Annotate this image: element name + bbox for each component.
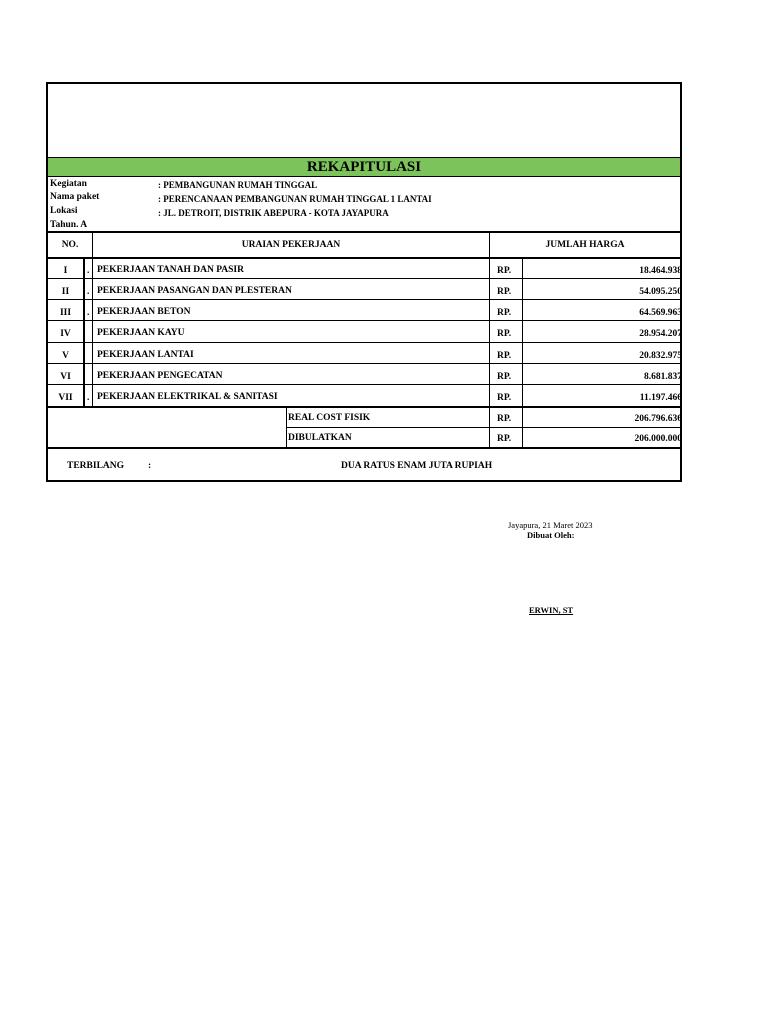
row-description: PEKERJAAN ELEKTRIKAL & SANITASI [97,392,278,402]
info-label-nama-paket: Nama paket [50,192,100,202]
row-currency: RP. [497,287,512,297]
row-amount: 28.954.207 [639,329,682,339]
terbilang-colon: : [148,461,152,471]
row-amount: 8.681.837 [644,372,682,382]
row-currency: RP. [497,351,512,361]
row-description: PEKERJAAN PASANGAN DAN PLESTERAN [97,286,292,296]
col-divider-totals [286,406,287,447]
info-label-lokasi: Lokasi [50,206,78,216]
row-number: III [59,308,72,318]
row-description: PEKERJAAN LANTAI [97,350,194,360]
header-no: NO. [61,240,79,250]
header-uraian: URAIAN PEKERJAAN [241,240,341,250]
row-divider [48,342,680,343]
col-divider-no [92,232,93,406]
totals-bottom-border [48,447,680,449]
place-date: Jayapura, 21 Maret 2023 [508,520,593,530]
row-description: PEKERJAAN PENGECATAN [97,371,223,381]
row-currency: RP. [497,308,512,318]
row-amount: 64.569.963 [639,308,682,318]
row-number: V [62,351,69,361]
row-divider [48,363,680,364]
row-dot: . [87,393,90,403]
row-number: VI [60,372,71,382]
row-number: VII [58,393,73,403]
total-amount: 206.000.000 [634,434,682,444]
row-currency: RP. [497,266,512,276]
info-value-nama-paket: : PERENCANAAN PEMBANGUNAN RUMAH TINGGAL 1 LANTAI [158,194,432,204]
row-number: IV [60,329,71,339]
rows-bottom-border [48,406,680,408]
recap-sheet [46,82,682,482]
total-label: DIBULATKAN [288,433,352,443]
col-divider-dot [83,258,85,406]
row-dot: . [87,308,90,318]
row-amount: 11.197.466 [639,393,682,403]
row-dot: . [87,287,90,297]
header-jumlah: JUMLAH HARGA [545,240,625,250]
signer-name: ERWIN, ST [529,605,574,615]
header-bottom-border [48,257,680,259]
row-description: PEKERJAAN BETON [97,307,191,317]
row-currency: RP. [497,372,512,382]
recap-title: REKAPITULASI [48,157,680,177]
info-value-kegiatan: : PEMBANGUNAN RUMAH TINGGAL [158,180,318,190]
info-value-lokasi: : JL. DETROIT, DISTRIK ABEPURA - KOTA JAYAPURA [158,208,389,218]
col-divider-rp [522,258,523,447]
made-by-label: Dibuat Oleh: [527,530,575,540]
row-number: I [63,266,68,276]
row-currency: RP. [497,393,512,403]
totals-divider [286,427,680,428]
row-amount: 54.095.250 [639,287,682,297]
col-divider-uraian [489,232,490,447]
row-currency: RP. [497,329,512,339]
row-divider [48,299,680,300]
table-top-border [48,231,680,233]
terbilang-value: DUA RATUS ENAM JUTA RUPIAH [341,461,493,471]
row-number: II [61,287,70,297]
row-description: PEKERJAAN TANAH DAN PASIR [97,265,244,275]
info-label-tahun: Tahun. A [50,220,88,230]
total-label: REAL COST FISIK [288,413,371,423]
row-divider [48,384,680,385]
row-amount: 20.832.975 [639,351,682,361]
row-divider [48,278,680,279]
terbilang-label: TERBILANG [67,461,125,471]
row-divider [48,320,680,321]
row-dot: . [87,266,90,276]
row-amount: 18.464.938 [639,266,682,276]
info-label-kegiatan: Kegiatan [50,179,87,189]
total-amount: 206.796.636 [634,414,682,424]
row-description: PEKERJAAN KAYU [97,328,185,338]
total-currency: RP. [497,414,512,424]
total-currency: RP. [497,434,512,444]
